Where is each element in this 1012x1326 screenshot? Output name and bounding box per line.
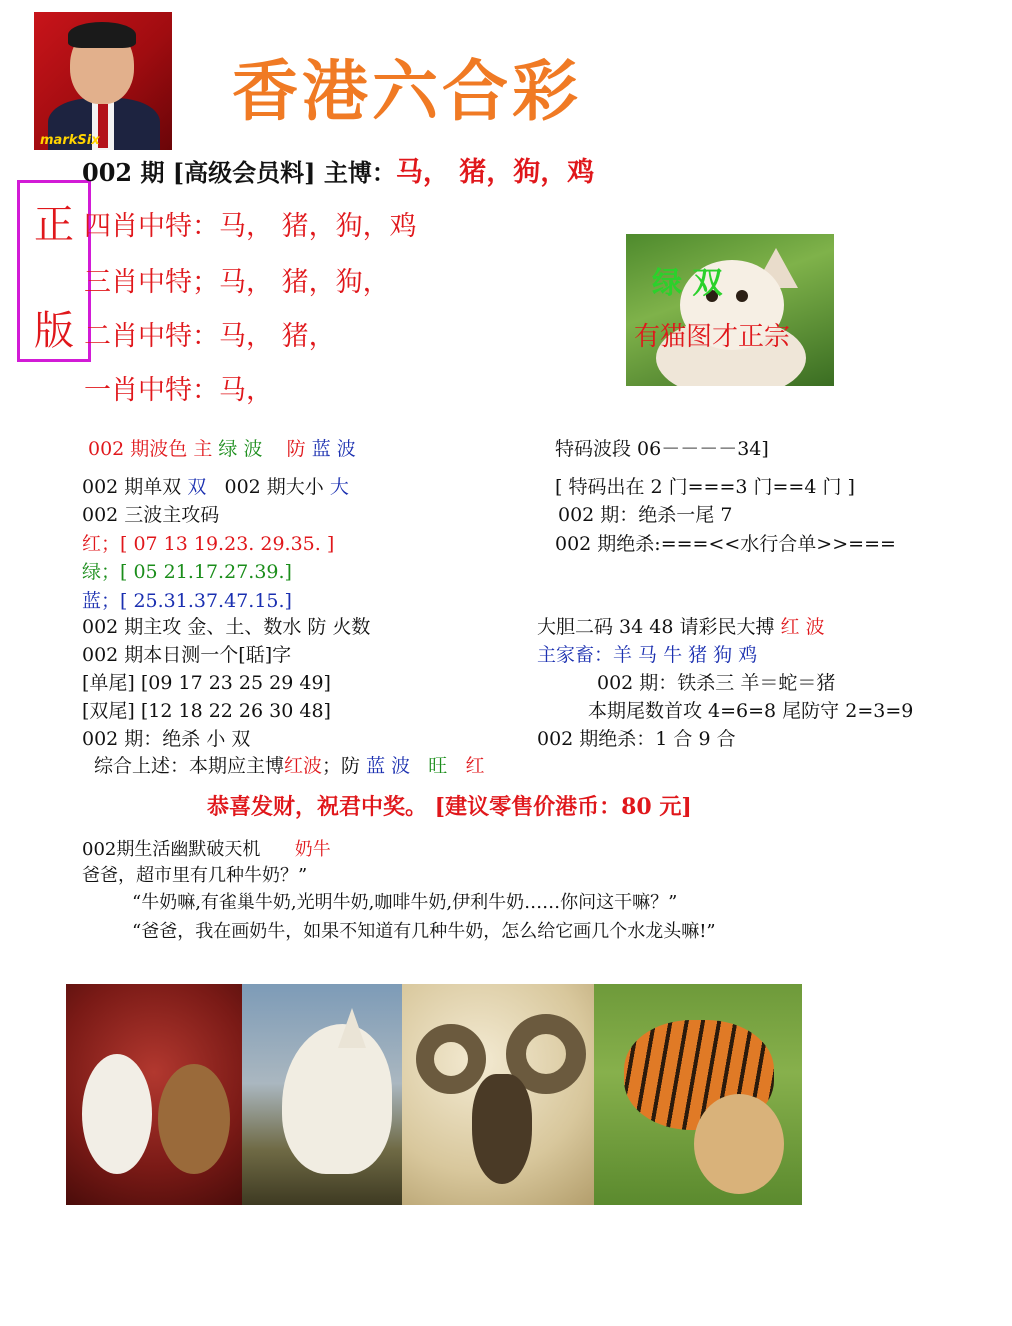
ram-photo bbox=[402, 984, 594, 1205]
odd-even-value: 双 bbox=[187, 476, 207, 498]
wave-main-2: 波 bbox=[243, 438, 263, 460]
summary-line bbox=[94, 751, 484, 778]
home-animals-line: 主家畜：羊 马 牛 猪 狗 鸡 bbox=[537, 644, 758, 666]
rabbit-brown-shape bbox=[158, 1064, 230, 1174]
lion-shape bbox=[694, 1094, 784, 1194]
blue-codes: 蓝；[ 25.31.37.47.15.] bbox=[82, 590, 292, 612]
bold-pair-line bbox=[537, 612, 825, 639]
odd-even-line bbox=[82, 472, 349, 499]
stamp-char-1: 正 bbox=[34, 202, 74, 248]
cat-eye-shape bbox=[736, 290, 748, 302]
joke-line-2: “牛奶嘛,有雀巢牛奶,光明牛奶,咖啡牛奶,伊利牛奶……你问这干嘛？” bbox=[132, 892, 678, 913]
wave-main-1: 绿 bbox=[218, 438, 238, 460]
dog-ear-shape bbox=[338, 1008, 366, 1048]
kill-combo-line: 002 期绝杀：1 合 9 合 bbox=[537, 728, 736, 750]
summary-red-wave: 红波 bbox=[284, 755, 323, 777]
tier-two bbox=[84, 314, 336, 353]
size-value: 大 bbox=[329, 476, 349, 498]
size-label: 002 期大小 bbox=[224, 476, 324, 498]
rabbit-photo bbox=[66, 984, 242, 1205]
tail-attack-line: 本期尾数首攻 4=6=8 尾防守 2=3=9 bbox=[588, 700, 914, 722]
summary-prefix: 综合上述：本期应主博 bbox=[94, 755, 285, 777]
joke-line-1: 爸爸，超市里有几种牛奶？” bbox=[82, 865, 308, 886]
tier-one bbox=[84, 368, 273, 407]
summary-mid: ；防 bbox=[322, 755, 361, 777]
dog-head-shape bbox=[282, 1024, 392, 1174]
wave-guard: 防 bbox=[286, 438, 306, 460]
cat-image bbox=[626, 234, 834, 386]
stamp-char-2: 版 bbox=[34, 308, 74, 354]
ram-horn-left bbox=[416, 1024, 486, 1094]
green-codes: 绿；[ 05 21.17.27.39.] bbox=[82, 561, 292, 583]
tier-label: 一肖中特： bbox=[84, 375, 219, 406]
authentic-stamp bbox=[17, 180, 91, 362]
tier-picks: 马， 猪，狗， bbox=[219, 267, 390, 298]
tier-picks: 马， 猪，狗，鸡 bbox=[219, 211, 417, 242]
ram-head-shape bbox=[472, 1074, 532, 1184]
wave-prefix: 002 期波色 主 bbox=[88, 438, 213, 460]
joke-answer: 奶牛 bbox=[294, 839, 331, 860]
hair-shape bbox=[68, 22, 136, 48]
odd-even-label: 002 期单双 bbox=[82, 476, 182, 498]
kill-small-line: 002 期：绝杀 小 双 bbox=[82, 728, 251, 750]
double-tail-line: [双尾] [12 18 22 26 30 48] bbox=[82, 700, 331, 722]
single-tail-line: [单尾] [09 17 23 25 29 49] bbox=[82, 672, 331, 694]
congrats-line: 恭喜发财，祝君中奖。 [建议零售价港币：80 元] bbox=[207, 794, 692, 820]
kill-line: 002 期绝杀:===<<水行合单>>=== bbox=[555, 533, 896, 555]
word-line: 002 期本日测一个[聒]字 bbox=[82, 644, 292, 666]
special-range: 特码波段 06－－－－34] bbox=[555, 438, 769, 460]
rabbit-white-shape bbox=[82, 1054, 152, 1174]
tier-label: 三肖中特； bbox=[84, 267, 219, 298]
bold-pair-red-1: 红 bbox=[780, 616, 800, 638]
bold-pair-text: 大胆二码 34 48 请彩民大搏 bbox=[537, 616, 775, 638]
wave-color-line bbox=[88, 434, 356, 461]
tier-picks: 马， 猪， bbox=[219, 321, 336, 352]
iron-kill-line: 002 期：铁杀三 羊＝蛇＝猪 bbox=[597, 672, 836, 694]
main-pick-prefix: 002 期 [高级会员料] 主博： bbox=[82, 158, 396, 187]
joke-line-3: “爸爸，我在画奶牛，如果不知道有几种牛奶，怎么给它画几个水龙头嘛!” bbox=[132, 921, 716, 942]
main-pick-line bbox=[82, 150, 594, 189]
red-codes: 红；[ 07 13 19.23. 29.35. ] bbox=[82, 533, 335, 555]
summary-green: 旺 bbox=[428, 755, 448, 777]
joke-title-line bbox=[82, 835, 331, 861]
joke-title: 002期生活幽默破天机 bbox=[82, 839, 261, 860]
summary-red: 红 bbox=[465, 755, 485, 777]
tier-picks: 马， bbox=[219, 375, 273, 406]
tiger-lion-photo bbox=[594, 984, 802, 1205]
marksix-logo: markSix bbox=[40, 133, 100, 148]
tier-four bbox=[84, 204, 417, 243]
three-wave-title: 002 三波主攻码 bbox=[82, 504, 220, 526]
wave-guard-1: 蓝 bbox=[311, 438, 331, 460]
page-title: 香港六合彩 bbox=[232, 53, 582, 130]
summary-blue-2: 波 bbox=[391, 755, 411, 777]
bold-pair-red-2: 波 bbox=[805, 616, 825, 638]
main-pick-values: 马， 猪，狗，鸡 bbox=[395, 157, 595, 188]
wave-guard-2: 波 bbox=[336, 438, 356, 460]
tier-label: 四肖中特： bbox=[84, 211, 219, 242]
element-line: 002 期主攻 金、土、数水 防 火数 bbox=[82, 616, 371, 638]
tier-label: 二肖中特： bbox=[84, 321, 219, 352]
cat-caption-1: 绿 双 bbox=[652, 266, 723, 301]
bull-terrier-photo bbox=[242, 984, 402, 1205]
tier-three bbox=[84, 260, 390, 299]
host-photo bbox=[34, 12, 172, 150]
summary-blue-1: 蓝 bbox=[366, 755, 386, 777]
door-line: [ 特码出在 2 门===3 门==4 门 ] bbox=[555, 476, 855, 498]
cat-caption-2: 有猫图才正宗 bbox=[634, 322, 791, 352]
kill-tail-line: 002 期：绝杀一尾 7 bbox=[558, 504, 733, 526]
